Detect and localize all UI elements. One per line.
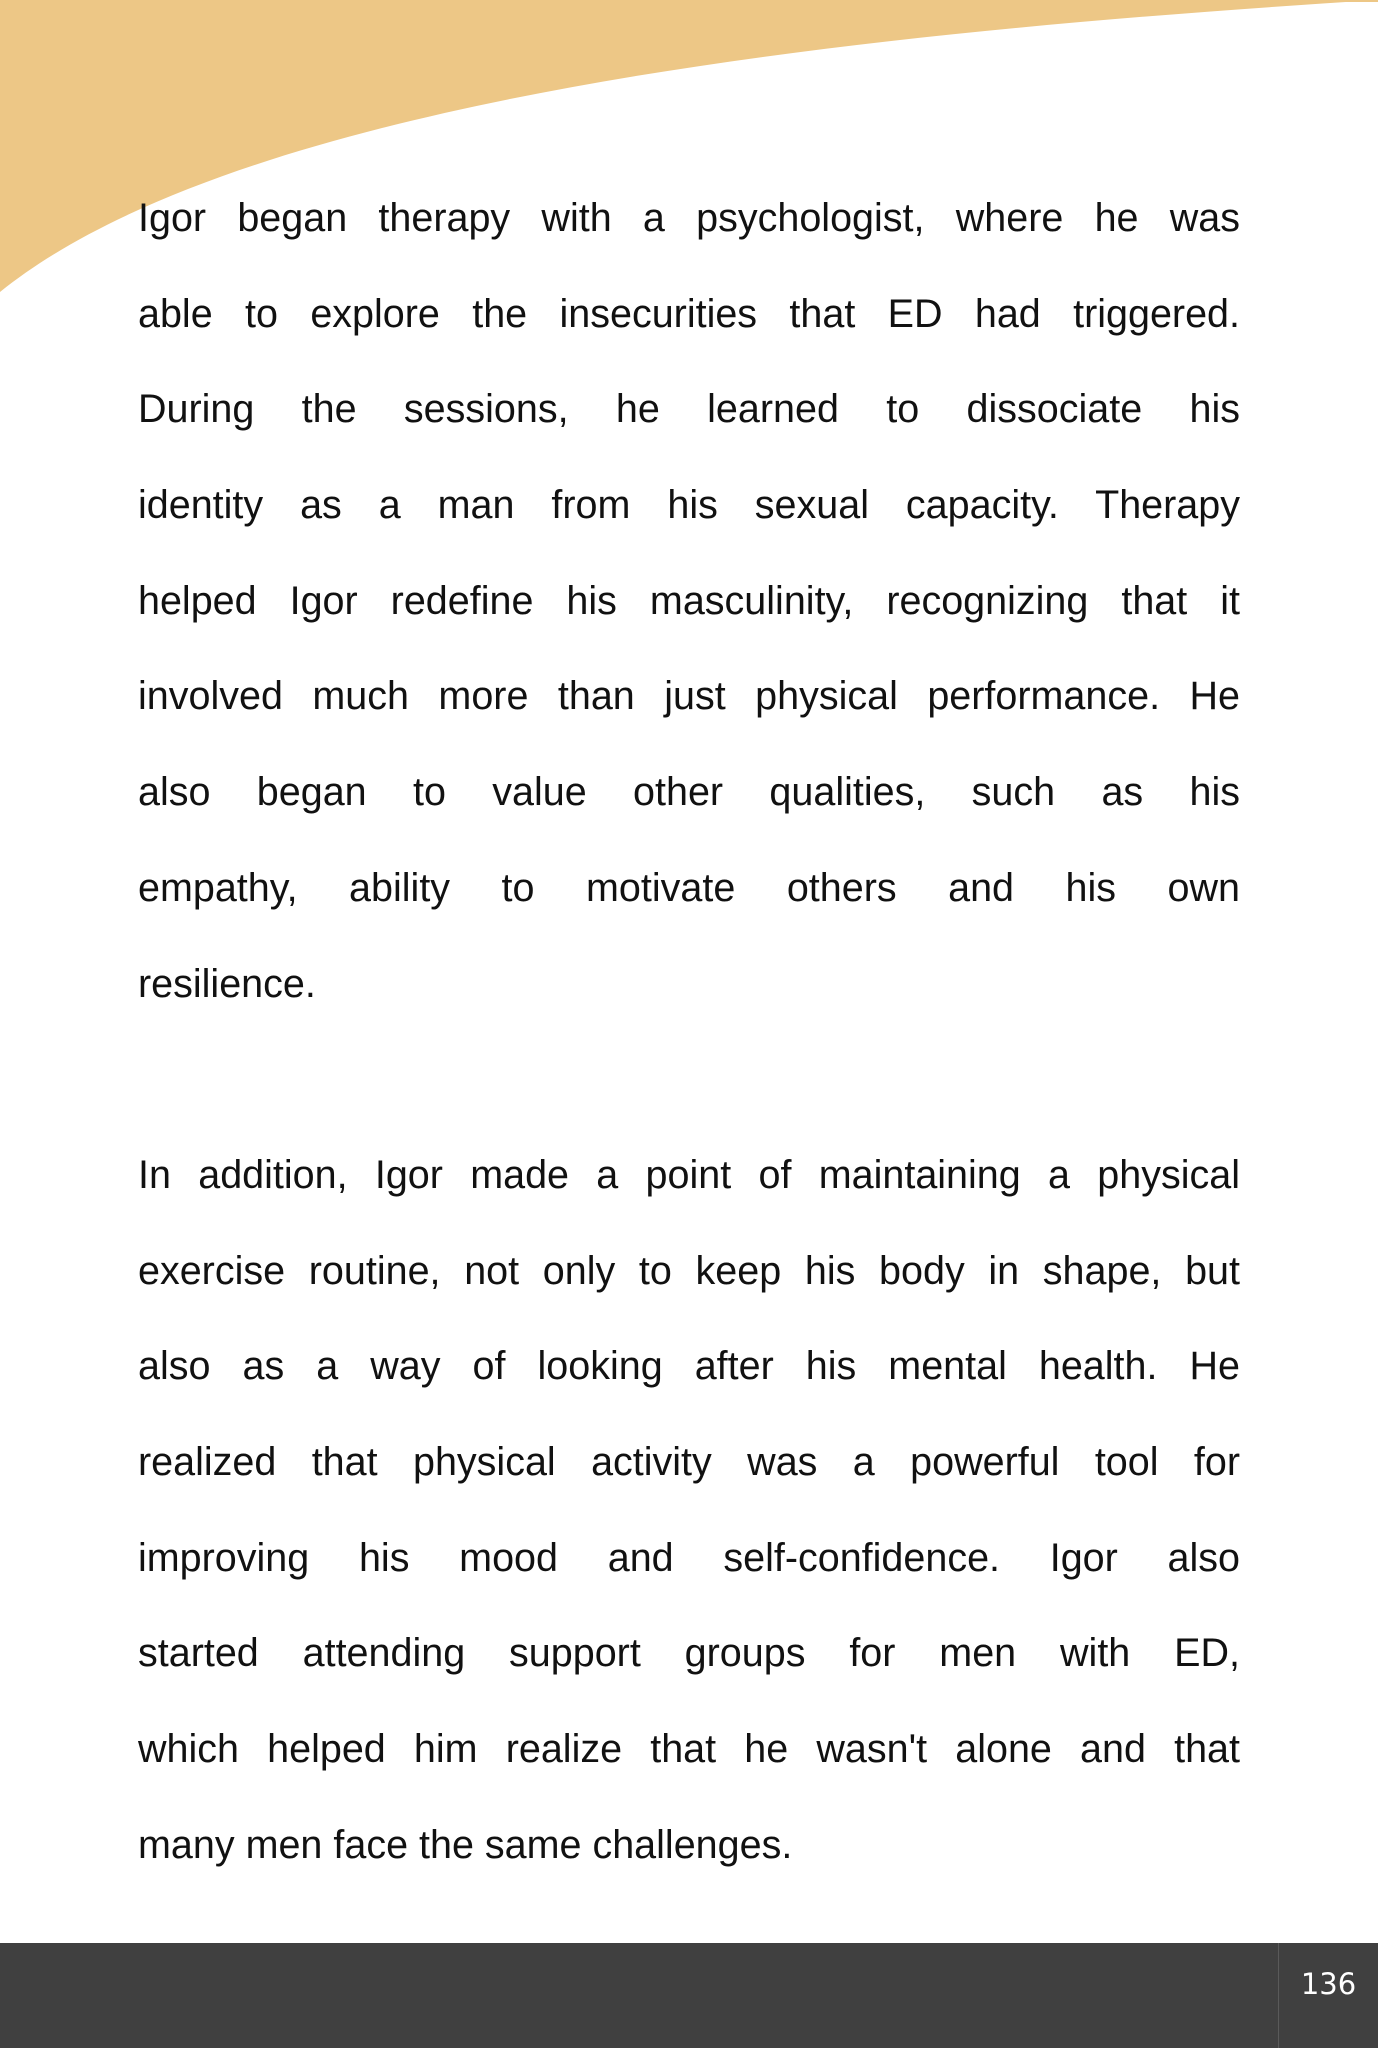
text-line: Igor began therapy with a psychologist, where he was — [138, 196, 1240, 240]
text-line: In addition, Igor made a point of maintaining a physical — [138, 1152, 1240, 1197]
text-line: realized that physical activity was a powerful tool for — [138, 1439, 1240, 1484]
text-line: involved much more than just physical performance. He — [138, 674, 1240, 719]
text-line: which helped him realize that he wasn't alone and that — [138, 1727, 1240, 1771]
text-line: also began to value other qualities, such as his — [138, 770, 1240, 815]
paragraph-2 — [138, 1128, 1240, 1894]
page-number: 136 — [1300, 1967, 1357, 2001]
text-line: many men face the same challenges. — [138, 1822, 793, 1867]
text-line: helped Igor redefine his masculinity, recognizing that it — [138, 578, 1240, 623]
text-line: empathy, ability to motivate others and his own — [138, 865, 1240, 910]
text-line: exercise routine, not only to keep his body in shape, but — [138, 1248, 1240, 1293]
text-line: able to explore the insecurities that ED had triggered. — [138, 291, 1240, 336]
text-line: improving his mood and self-confidence. Igor also — [138, 1535, 1240, 1580]
text-line: resilience. — [138, 961, 316, 1006]
body-text — [138, 171, 1240, 1989]
text-line: During the sessions, he learned to dissociate his — [138, 387, 1240, 432]
text-line: identity as a man from his sexual capacity. Therapy — [138, 483, 1240, 528]
paragraph-1 — [138, 171, 1240, 1032]
text-line: also as a way of looking after his mental health. He — [138, 1344, 1240, 1389]
text-line: started attending support groups for men with ED, — [138, 1631, 1240, 1676]
page-footer — [0, 1943, 1378, 2048]
